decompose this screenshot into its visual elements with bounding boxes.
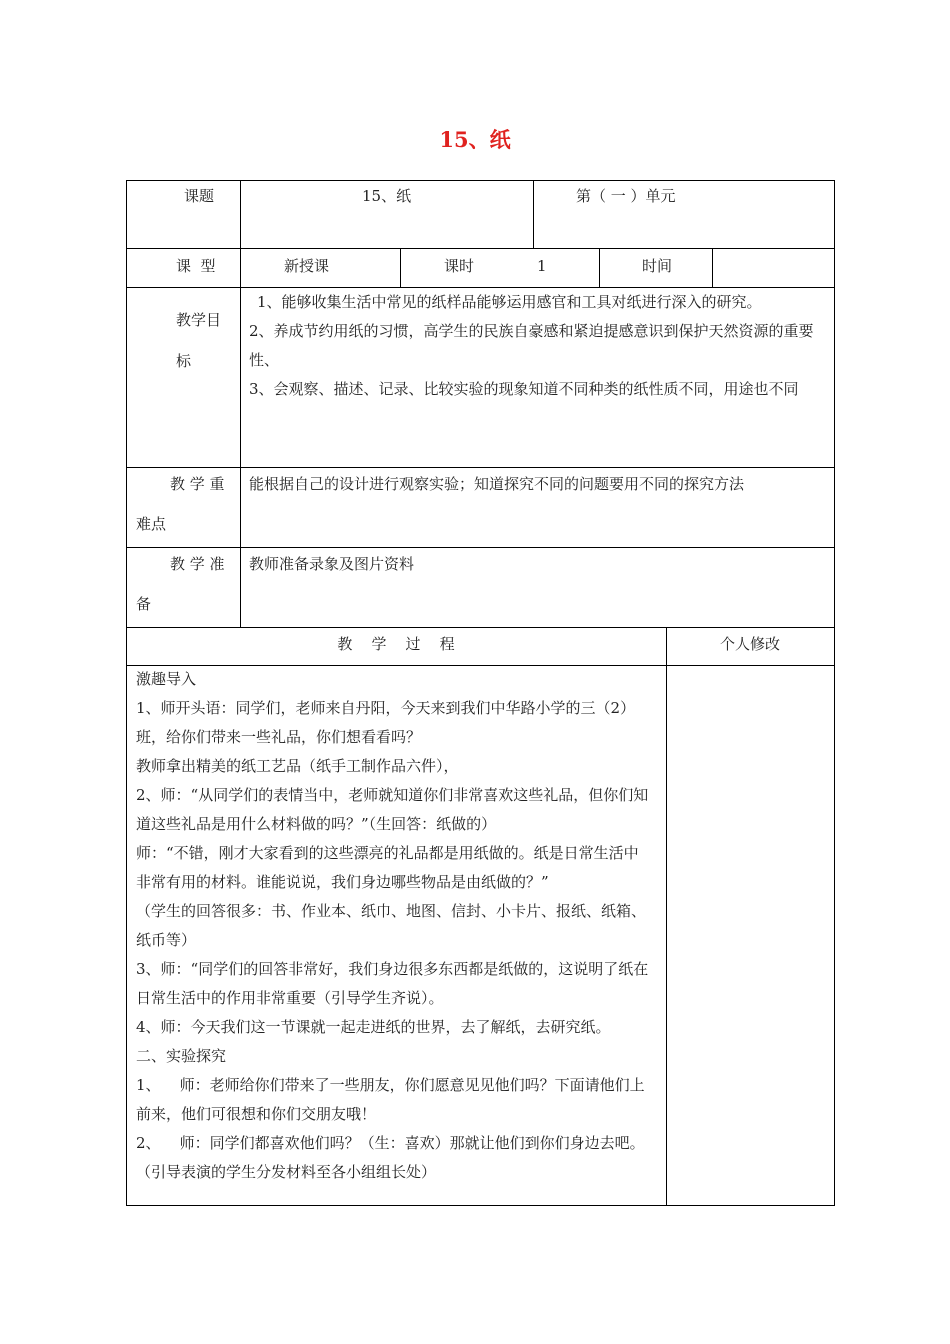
goals-label-line1: 教学目 [176, 311, 222, 329]
process-line: 师：“不错，刚才大家看到的这些漂亮的礼品都是用纸做的。纸是日常生活中非常有用的材料。谁能说说，我们身边哪些物品是由纸做的？” [136, 844, 639, 891]
lesson-value: 15、纸 [362, 187, 412, 205]
lesson-label: 课题 [184, 187, 215, 205]
type-label: 课 型 [176, 257, 216, 275]
process-line: 1、 师：老师给你们带来了一些朋友，你们愿意见见他们吗？下面请他们上前来，他们可很想和你们交朋友哦！ [136, 1076, 645, 1123]
page-title: 15、纸 [439, 127, 511, 152]
preparation-label-line2: 备 [136, 595, 152, 613]
process-line: 2、师：“从同学们的表情当中，老师就知道你们非常喜欢这些礼品，但你们知道这些礼品是用什么材料做的吗？”（生回答：纸做的） [136, 786, 649, 833]
difficulty-value: 能根据自己的设计进行观察实验；知道探究不同的问题要用不同的探究方法 [249, 475, 745, 493]
difficulty-label-line1: 教 学 重 [170, 475, 225, 493]
process-line: 激趣导入 [136, 670, 197, 688]
process-body [136, 665, 651, 1187]
goal-item: 2、养成节约用纸的习惯，高学生的民族自豪感和紧迫提感意识到保护天然资源的重要性、 [249, 322, 814, 369]
process-line: 3、师：“同学们的回答非常好，我们身边很多东西都是纸做的，这说明了纸在日常生活中的作用非常重要（引导学生齐说）。 [136, 960, 649, 1007]
process-line: 教师拿出精美的纸工艺品（纸手工制作品六件）， [136, 757, 459, 775]
process-line: 4、师：今天我们这一节课就一起走进纸的世界，去了解纸，去研究纸。 [136, 1018, 611, 1036]
revision-header: 个人修改 [719, 635, 780, 653]
goal-item: 1、能够收集生活中常见的纸样品能够运用感官和工具对纸进行深入的研究。 [257, 293, 762, 311]
goal-item: 3、会观察、描述、记录、比较实验的现象知道不同种类的纸性质不同，用途也不同 [249, 380, 799, 398]
preparation-value: 教师准备录象及图片资料 [249, 555, 415, 573]
revision-column [667, 666, 834, 1205]
process-line: 2、 师：同学们都喜欢他们吗？（生：喜欢）那就让他们到你们身边去吧。（引导表演的学生分发材料至各小组组长处） [136, 1134, 645, 1181]
preparation-label-line1: 教 学 准 [170, 555, 225, 573]
goals-list [249, 288, 817, 404]
process-line: 1、师开头语：同学们，老师来自丹阳，今天来到我们中华路小学的三（2）班，给你们带来一些礼品，你们想看看吗？ [136, 699, 636, 746]
time-label: 时间 [642, 257, 673, 275]
hours-label: 课时 [444, 257, 475, 275]
hours-value: 1 [537, 257, 547, 275]
type-value: 新授课 [284, 257, 330, 275]
goals-label-line2: 标 [176, 352, 192, 370]
process-header: 教 学 过 程 [337, 635, 455, 653]
difficulty-label-line2: 难点 [136, 515, 167, 533]
unit-label: 第（ 一 ）单元 [576, 187, 676, 205]
process-line: （学生的回答很多：书、作业本、纸巾、地图、信封、小卡片、报纸、纸箱、纸币等） [136, 902, 647, 949]
process-line: 二、实验探究 [136, 1047, 227, 1065]
